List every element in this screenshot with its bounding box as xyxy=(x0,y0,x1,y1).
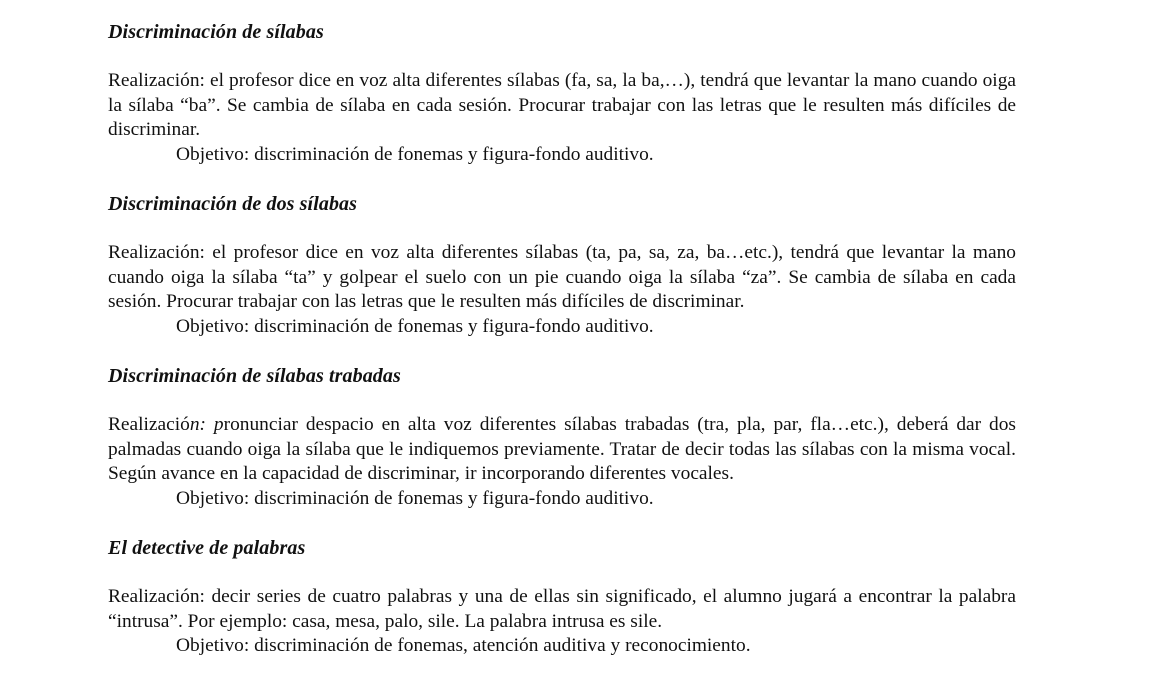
realizacion-text: Realización: el profesor dice en voz alta diferentes sílabas (fa, sa, la ba,…), tendrá que levantar la mano cuando oiga la sílaba “ba”. Se cambia de sílaba en cada sesión. Procurar trabajar con las letras que le resulten más difíciles de discriminar. xyxy=(108,70,1016,140)
section-title: Discriminación de sílabas trabadas xyxy=(108,365,401,387)
realizacion-text xyxy=(108,413,1016,487)
document-page xyxy=(108,19,1016,659)
realizacion-text: Realización: decir series de cuatro palabras y una de ellas sin significado, el alumno jugará a encontrar la palabra “intrusa”. Por ejemplo: casa, mesa, palo, sile. La palabra intrusa es sile. xyxy=(108,586,1016,632)
realizacion-italic: n: p xyxy=(189,414,224,435)
realizacion-text: Realización: el profesor dice en voz alta diferentes sílabas (ta, pa, sa, za, ba…etc.), tendrá que levantar la mano cuando oiga la sílaba “ta” y golpear el suelo con un pie cuando oiga la sílaba “za”. Se cambia de sílaba en cada sesión. Procurar trabajar con las letras que le resulten más difíciles de discriminar. xyxy=(108,242,1016,312)
section-title: El detective de palabras xyxy=(108,537,306,559)
section-discriminacion-silabas-trabadas xyxy=(108,363,1016,511)
realizacion-lead: Realizació xyxy=(108,414,190,435)
section-detective-palabras xyxy=(108,535,1016,659)
section-discriminacion-silabas xyxy=(108,19,1016,167)
section-title: Discriminación de dos sílabas xyxy=(108,193,358,215)
objetivo-text: Objetivo: discriminación de fonemas y figura-fondo auditivo. xyxy=(176,315,654,337)
section-title: Discriminación de sílabas xyxy=(108,21,324,43)
objetivo-text: Objetivo: discriminación de fonemas y figura-fondo auditivo. xyxy=(176,487,654,509)
section-discriminacion-dos-silabas xyxy=(108,191,1016,339)
objetivo-text: Objetivo: discriminación de fonemas, atención auditiva y reconocimiento. xyxy=(176,635,751,656)
realizacion-rest: ronunciar despacio en alta voz diferentes sílabas trabadas (tra, pla, par, fla…etc.), deberá dar dos palmadas cuando oiga la sílaba que le indiquemos previamente. Tratar de decir todas las sílabas con la misma vocal. Según avance en la capacidad de discriminar, ir incorporando diferentes vocales. xyxy=(108,414,1016,484)
objetivo-text: Objetivo: discriminación de fonemas y figura-fondo auditivo. xyxy=(176,143,654,165)
